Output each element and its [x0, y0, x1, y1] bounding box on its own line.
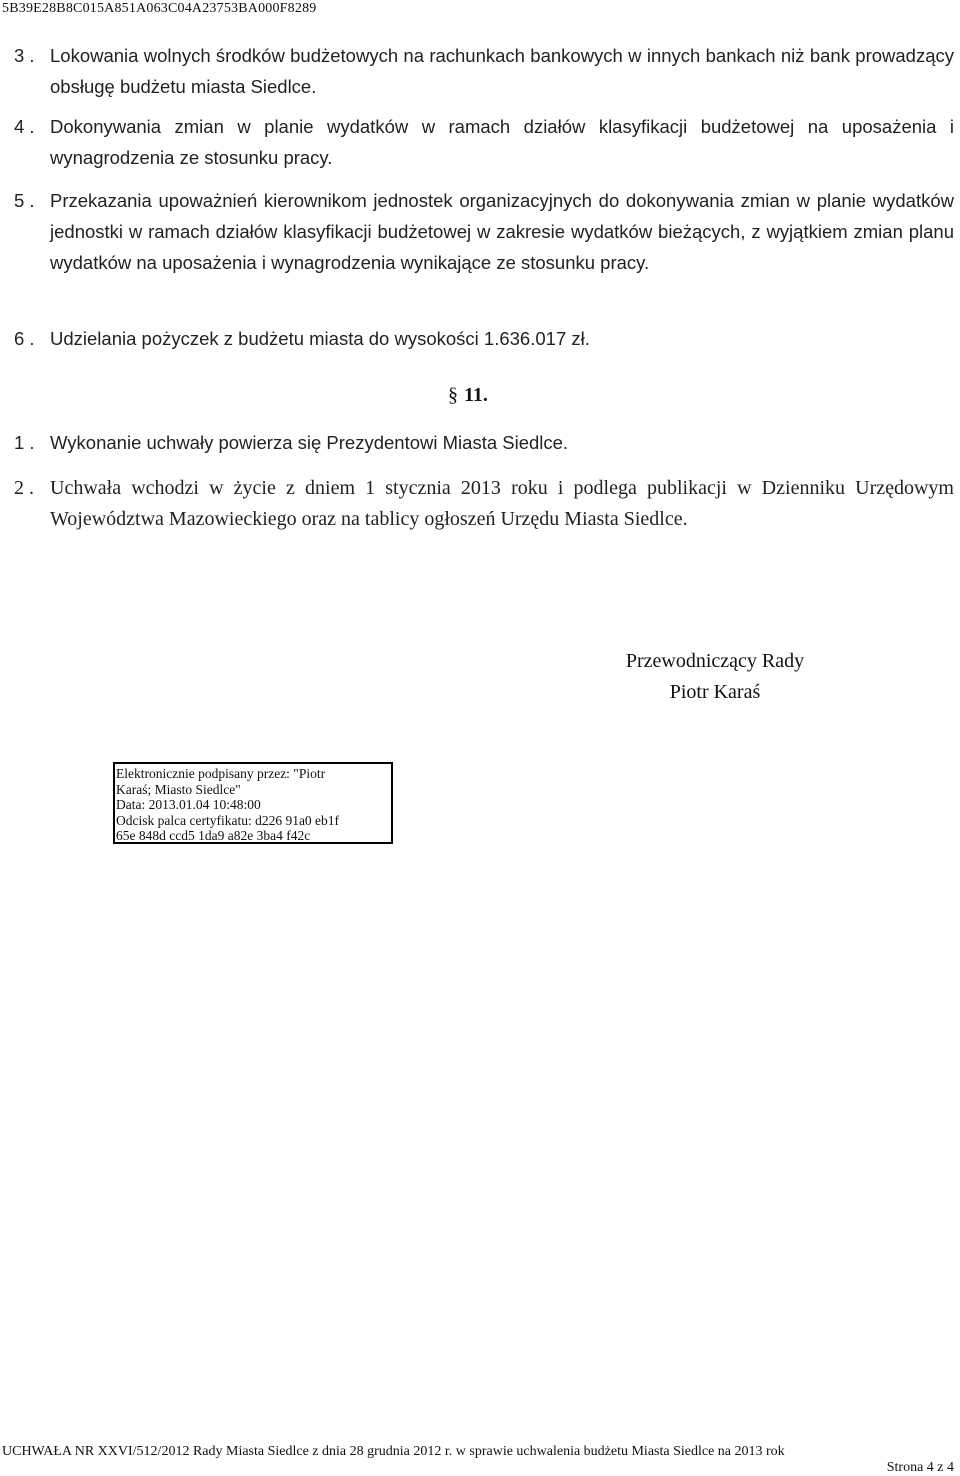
electronic-signature-box [113, 762, 393, 844]
list-item-5 [14, 185, 954, 278]
list-item-4 [14, 111, 954, 173]
list-item-1 [14, 427, 954, 458]
list-item-2 [14, 473, 954, 535]
esig-fingerprint-cont: 65e 848d ccd5 1da9 a82e 3ba4 f42c [116, 828, 311, 843]
item-number: 2 . [14, 477, 34, 499]
signature-block [560, 646, 870, 708]
item-text: Lokowania wolnych środków budżetowych na rachunkach bankowych w innych bankach niż bank prowadzący obsługę budżetu miasta Siedlce. [50, 45, 954, 97]
item-number: 6 . [14, 328, 35, 349]
item-text: Uchwała wchodzi w życie z dniem 1 stycznia 2013 roku i podlega publikacji w Dzienniku Urzędowym Województwa Mazowieckiego oraz na tablicy ogłoszeń Urzędu Miasta Siedlce. [50, 477, 954, 530]
document-id: 5B39E28B8C015A851A063C04A23753BA000F8289 [2, 1, 317, 16]
esig-date: Data: 2013.01.04 10:48:00 [116, 797, 261, 812]
signer-name: Piotr Karaś [669, 681, 761, 703]
item-number: 1 . [14, 432, 35, 453]
item-text: Dokonywania zmian w planie wydatków w ramach działów klasyfikacji budżetowej na uposażenia i wynagrodzenia ze stosunku pracy. [50, 116, 954, 168]
esig-line: Karaś; Miasto Siedlce" [116, 781, 241, 797]
item-number: 5 . [14, 190, 35, 211]
item-number: 4 . [14, 116, 35, 137]
footer-title: UCHWAŁA NR XXVI/512/2012 Rady Miasta Siedlce z dnia 28 grudnia 2012 r. w sprawie uchwalenia budżetu Miasta Siedlce na 2013 rok [2, 1444, 785, 1459]
item-text: Wykonanie uchwały powierza się Prezydentowi Miasta Siedlce. [50, 432, 569, 453]
item-number: 3 . [14, 45, 35, 66]
esig-line: Elektronicznie podpisany przez: "Piotr [116, 766, 326, 781]
item-text: Przekazania upoważnień kierownikom jednostek organizacyjnych do dokonywania zmian w planie wydatków jednostki w ramach działów klasyfikacji budżetowej w zakresie wydatków bieżących, z wyjątkiem zmian planu wydatków na uposażenia i wynagrodzenia wynikające ze stosunku pracy. [50, 190, 954, 273]
page-number: Strona 4 z 4 [886, 1460, 954, 1475]
section-heading [448, 380, 488, 410]
signer-role: Przewodniczący Rady [625, 650, 805, 672]
esig-fingerprint: Odcisk palca certyfikatu: d226 91a0 eb1f [116, 812, 340, 828]
item-text: Udzielania pożyczek z budżetu miasta do wysokości 1.636.017 zł. [50, 328, 590, 349]
section-number: 11. [464, 384, 488, 406]
list-item-6 [14, 323, 954, 354]
list-item-3 [14, 40, 954, 102]
section-symbol: § [448, 384, 458, 406]
